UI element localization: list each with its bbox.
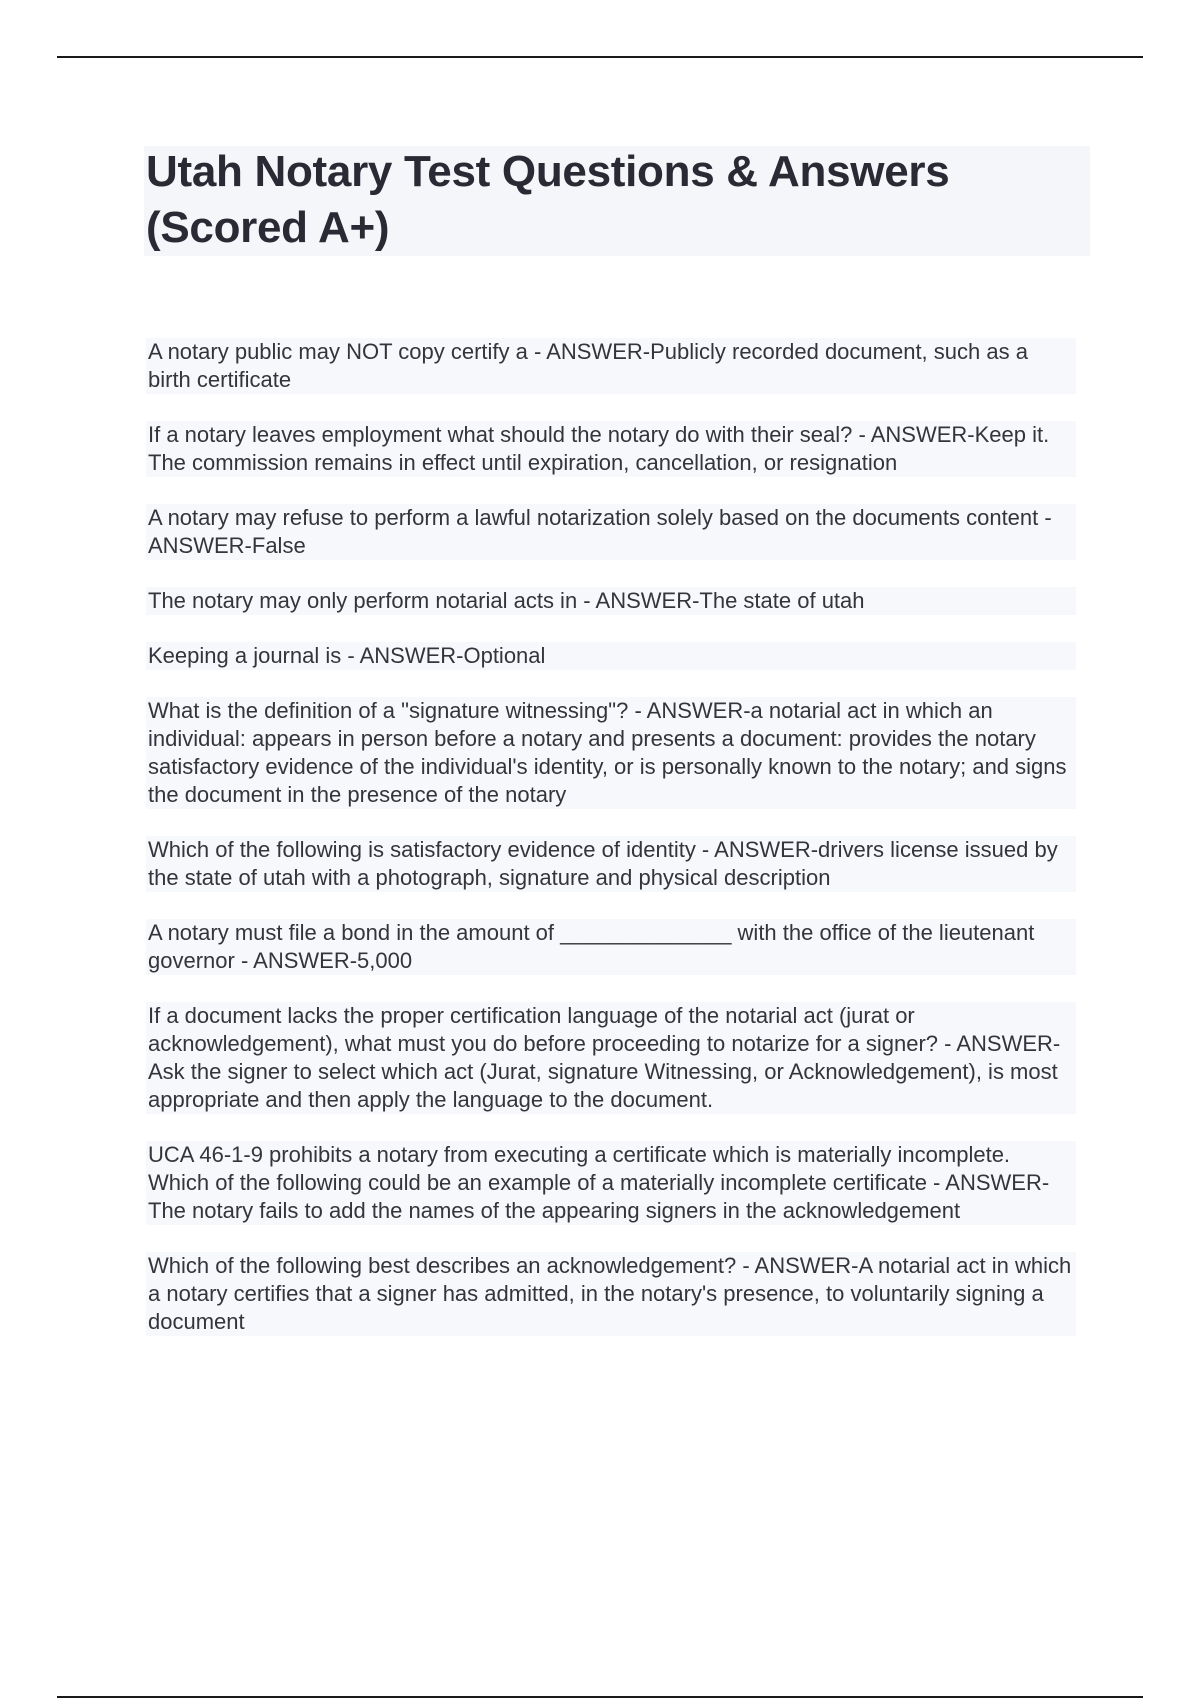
- qa-item-2: If a notary leaves employment what should the notary do with their seal? - ANSWER-Keep it. The commission remains in effect until expiration, cancellation, or resignation: [146, 421, 1076, 477]
- qa-item-10: UCA 46-1-9 prohibits a notary from executing a certificate which is materially incomplete. Which of the following could be an example of a materially incomplete certificate - ANSWER-The notary fails to add the names of the appearing signers in the acknowledgement: [146, 1141, 1076, 1225]
- qa-item-8: A notary must file a bond in the amount of ______________ with the office of the lieutenant governor - ANSWER-5,000: [146, 919, 1076, 975]
- page-title: Utah Notary Test Questions & Answers (Scored A+): [146, 147, 950, 252]
- qa-item-6: What is the definition of a "signature witnessing"? - ANSWER-a notarial act in which an individual: appears in person before a notary and presents a document: provides the notary satisfactory evidence of the individual's identity, or is personally known to the notary; and signs the document in the presence of the notary: [146, 697, 1076, 809]
- qa-item-1: A notary public may NOT copy certify a - ANSWER-Publicly recorded document, such as a birth certificate: [146, 338, 1076, 394]
- qa-item-4: The notary may only perform notarial acts in - ANSWER-The state of utah: [146, 587, 1076, 615]
- qa-item-5: Keeping a journal is - ANSWER-Optional: [146, 642, 1076, 670]
- qa-list: [146, 338, 1076, 1336]
- qa-item-11: Which of the following best describes an acknowledgement? - ANSWER-A notarial act in which a notary certifies that a signer has admitted, in the notary's presence, to voluntarily signing a document: [146, 1252, 1076, 1336]
- qa-item-7: Which of the following is satisfactory evidence of identity - ANSWER-drivers license issued by the state of utah with a photograph, signature and physical description: [146, 836, 1076, 892]
- qa-item-3: A notary may refuse to perform a lawful notarization solely based on the documents content - ANSWER-False: [146, 504, 1076, 560]
- footer-rule: [57, 1696, 1143, 1698]
- qa-item-9: If a document lacks the proper certification language of the notarial act (jurat or acknowledgement), what must you do before proceeding to notarize for a signer? - ANSWER-Ask the signer to select which act (Jurat, signature Witnessing, or Acknowledgement), is most appropriate and then apply the language to the document.: [146, 1002, 1076, 1114]
- header-rule: [57, 56, 1143, 58]
